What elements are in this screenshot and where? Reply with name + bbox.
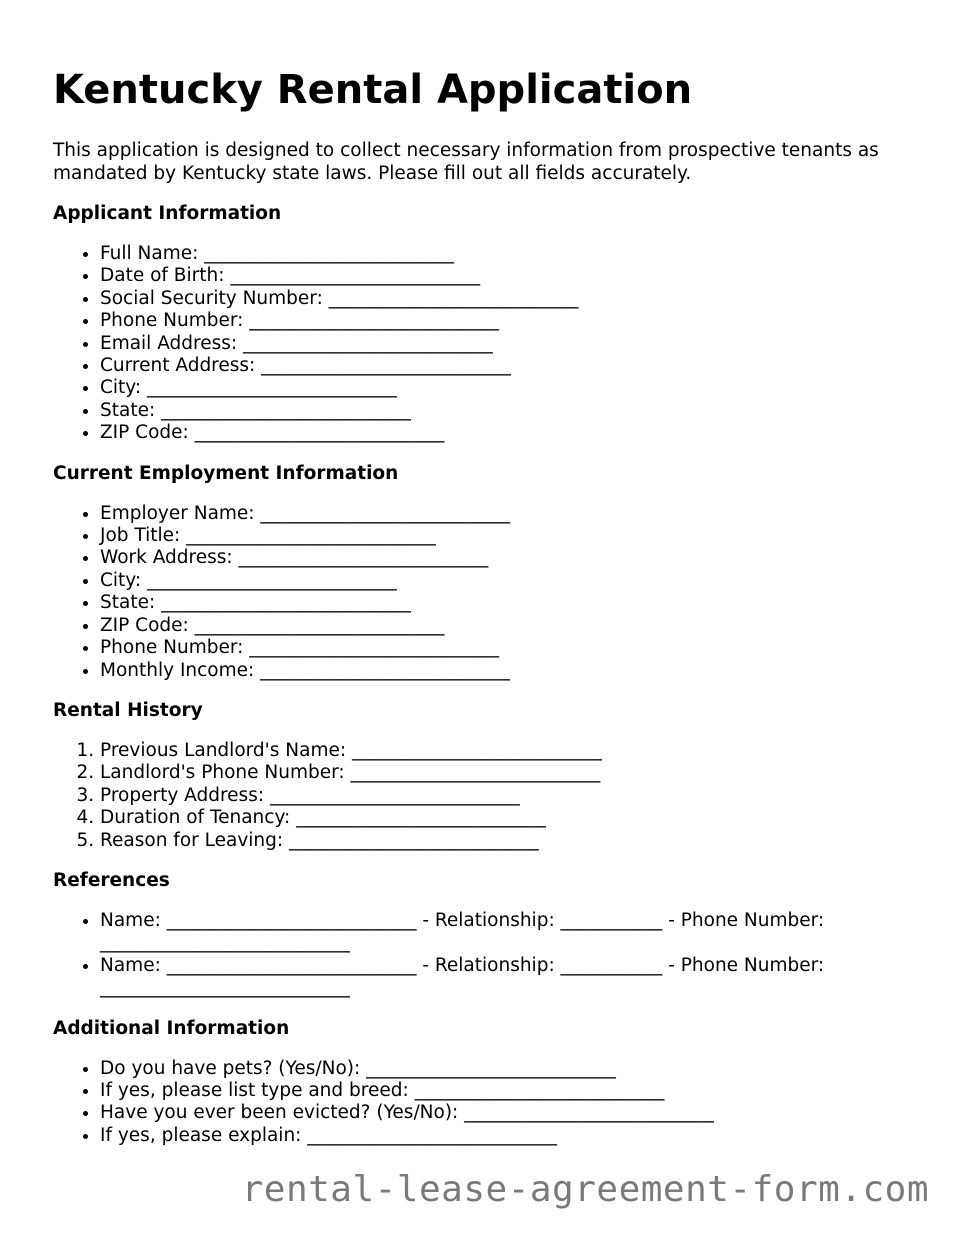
field-work-zip: • ZIP Code: ___________________________: [100, 615, 913, 637]
field-ssn: • Social Security Number: ___________________________: [100, 288, 913, 310]
intro-paragraph: This application is designed to collect necessary information from prospective tenants as mandated by Kentucky state laws. Please fill out all fields accurately.: [53, 140, 879, 184]
field-job-title: • Job Title: ___________________________: [100, 525, 913, 547]
additional-info-list: [53, 1058, 913, 1148]
section-heading-rental-history: Rental History: [53, 699, 203, 721]
employment-fields-list: [53, 503, 913, 682]
field-evicted: • Have you ever been evicted? (Yes/No): ___________________________: [100, 1102, 913, 1124]
field-monthly-income: • Monthly Income: ___________________________: [100, 660, 913, 682]
watermark-text: rental-lease-agreement-form.com: [241, 1169, 929, 1210]
references-list: [53, 910, 913, 1000]
field-pets: • Do you have pets? (Yes/No): ___________________________: [100, 1058, 913, 1080]
field-current-address: • Current Address: ___________________________: [100, 355, 913, 377]
field-duration-of-tenancy: 4. Duration of Tenancy: ___________________________: [100, 807, 913, 829]
applicant-fields-list: [53, 243, 913, 445]
field-state: • State: ___________________________: [100, 400, 913, 422]
field-landlord-phone: 2. Landlord's Phone Number: ___________________________: [100, 762, 913, 784]
section-heading-additional: Additional Information: [53, 1017, 290, 1039]
document-page: [53, 64, 913, 1165]
field-city: • City: ___________________________: [100, 377, 913, 399]
reference-item: • Name: ___________________________ - Relationship: ___________ - Phone Number: ___________________________: [100, 910, 913, 955]
section-heading-employment: Current Employment Information: [53, 462, 399, 484]
reference-item: • Name: ___________________________ - Relationship: ___________ - Phone Number: ___________________________: [100, 955, 913, 1000]
field-work-city: • City: ___________________________: [100, 570, 913, 592]
field-work-phone: • Phone Number: ___________________________: [100, 637, 913, 659]
field-full-name: • Full Name: ___________________________: [100, 243, 913, 265]
rental-history-list: [53, 740, 913, 852]
field-previous-landlord: 1. Previous Landlord's Name: ___________________________: [100, 740, 913, 762]
field-zip: • ZIP Code: ___________________________: [100, 422, 913, 444]
field-reason-for-leaving: 5. Reason for Leaving: ___________________________: [100, 830, 913, 852]
field-email: • Email Address: ___________________________: [100, 333, 913, 355]
page-title: Kentucky Rental Application: [53, 67, 693, 113]
section-heading-applicant: Applicant Information: [53, 203, 282, 224]
field-employer-name: • Employer Name: ___________________________: [100, 503, 913, 525]
field-eviction-explanation: • If yes, please explain: ___________________________: [100, 1125, 913, 1147]
field-work-state: • State: ___________________________: [100, 592, 913, 614]
field-phone: • Phone Number: ___________________________: [100, 310, 913, 332]
section-heading-references: References: [53, 869, 170, 891]
field-pet-type-breed: • If yes, please list type and breed: ___________________________: [100, 1080, 913, 1102]
field-date-of-birth: • Date of Birth: ___________________________: [100, 265, 913, 287]
field-work-address: • Work Address: ___________________________: [100, 547, 913, 569]
field-property-address: 3. Property Address: ___________________________: [100, 785, 913, 807]
